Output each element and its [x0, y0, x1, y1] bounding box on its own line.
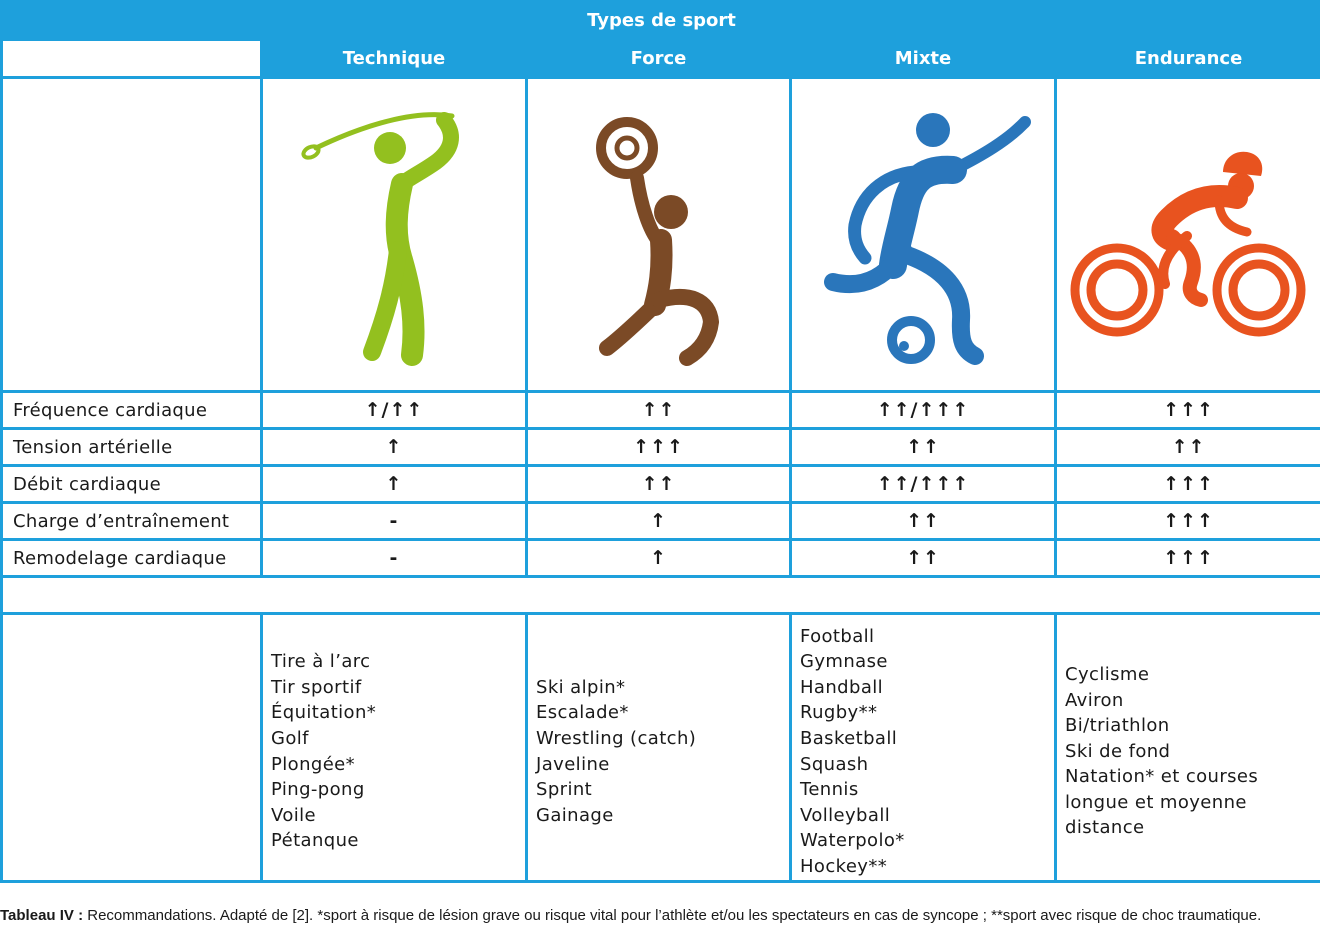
sport-list-item: Ski alpin* — [536, 676, 626, 698]
column-header-endurance: Endurance — [1056, 40, 1320, 78]
sport-list-item: Handball — [800, 676, 884, 698]
table-banner: Types de sport — [2, 2, 1320, 40]
sport-list-item: Cyclisme — [1065, 663, 1150, 685]
sport-list-item: Squash — [800, 753, 869, 775]
column-header-technique: Technique — [262, 40, 527, 78]
metric-row-debit — [2, 466, 1320, 503]
metric-value: - — [262, 540, 527, 577]
sports-list-row — [2, 614, 1320, 882]
sport-list-item: Natation* et courses — [1065, 766, 1259, 788]
sport-list-item: Aviron — [1065, 689, 1124, 711]
sport-list-item: Wrestling (catch) — [536, 727, 697, 749]
sports-list-mixte — [791, 614, 1056, 882]
caption-text: Recommandations. Adapté de [2]. *sport à risque de lésion grave ou risque vital pour l’athlète et/ou les spectateurs en cas de syncope ; **sport avec risque de choc traumatique. — [87, 907, 1262, 924]
metric-value: ↑↑↑ — [1056, 503, 1320, 540]
sport-list-item: Tennis — [800, 779, 859, 801]
sport-list-item: Bi/triathlon — [1065, 715, 1170, 737]
metric-value: ↑↑/↑↑↑ — [791, 392, 1056, 429]
blank-icon-cell — [2, 78, 262, 392]
sport-list-item: Waterpolo* — [800, 830, 905, 852]
caption-label: Tableau IV : — [0, 907, 84, 924]
column-header-row — [2, 40, 1320, 78]
blank-header-cell — [2, 40, 262, 78]
metric-row-charge — [2, 503, 1320, 540]
sport-list-item: Ski de fond — [1065, 740, 1171, 762]
metric-label: Débit cardiaque — [2, 466, 262, 503]
blank-list-cell — [2, 614, 262, 882]
sport-list-item: Tir sportif — [271, 676, 362, 698]
metric-value: ↑↑ — [527, 466, 791, 503]
icon-row — [2, 78, 1320, 392]
spacer-row — [2, 577, 1320, 614]
metric-label: Tension artérielle — [2, 429, 262, 466]
sport-list-item: Javeline — [536, 753, 610, 775]
sport-list-item: Rugby** — [800, 702, 878, 724]
metric-value: ↑/↑↑ — [262, 392, 527, 429]
column-header-force: Force — [527, 40, 791, 78]
metric-value: ↑↑↑ — [527, 429, 791, 466]
metric-value: ↑ — [262, 429, 527, 466]
sport-list-item: Football — [800, 625, 875, 647]
metric-row-remodelage — [2, 540, 1320, 577]
sport-list-item: longue et moyenne — [1065, 791, 1247, 813]
table-caption — [0, 906, 1320, 926]
sports-list-force — [527, 614, 791, 882]
weightlifter-icon — [559, 100, 759, 370]
metric-value: - — [262, 503, 527, 540]
metric-row-tension — [2, 429, 1320, 466]
metric-value: ↑ — [527, 540, 791, 577]
metric-value: ↑↑↑ — [1056, 392, 1320, 429]
sport-list-item: Volleyball — [800, 804, 891, 826]
endurance-icon-cell — [1056, 78, 1320, 392]
metric-value: ↑ — [262, 466, 527, 503]
football-player-icon — [803, 100, 1043, 370]
sport-list-item: Voile — [271, 804, 317, 826]
metric-value: ↑↑ — [791, 503, 1056, 540]
metric-value: ↑ — [527, 503, 791, 540]
sport-list-item: Basketball — [800, 727, 898, 749]
sport-list-item: Sprint — [536, 779, 593, 801]
metric-value: ↑↑ — [527, 392, 791, 429]
sport-list-item: Équitation* — [271, 702, 377, 724]
sport-list-item: Ping-pong — [271, 779, 365, 801]
cyclist-icon — [1069, 100, 1309, 370]
sports-list-endurance — [1056, 614, 1320, 882]
sport-list-item: Plongée* — [271, 753, 356, 775]
sport-list-item: Pétanque — [271, 830, 359, 852]
metric-value: ↑↑/↑↑↑ — [791, 466, 1056, 503]
technique-icon-cell — [262, 78, 527, 392]
metric-label: Fréquence cardiaque — [2, 392, 262, 429]
sport-list-item: Escalade* — [536, 702, 629, 724]
banner-row — [2, 2, 1320, 40]
mixte-icon-cell — [791, 78, 1056, 392]
sport-list-item: distance — [1065, 817, 1145, 839]
metric-value: ↑↑↑ — [1056, 466, 1320, 503]
sport-list-item: Hockey** — [800, 855, 888, 877]
metric-label: Charge d’entraînement — [2, 503, 262, 540]
sport-list-item: Tire à l’arc — [271, 651, 371, 673]
metric-value: ↑↑↑ — [1056, 540, 1320, 577]
column-header-mixte: Mixte — [791, 40, 1056, 78]
metric-row-frequence — [2, 392, 1320, 429]
metric-value: ↑↑ — [1056, 429, 1320, 466]
sport-list-item: Gainage — [536, 804, 614, 826]
sport-list-item: Golf — [271, 727, 309, 749]
sports-list-technique — [262, 614, 527, 882]
sport-list-item: Gymnase — [800, 651, 888, 673]
metric-label: Remodelage cardiaque — [2, 540, 262, 577]
spacer-cell — [2, 577, 1320, 614]
force-icon-cell — [527, 78, 791, 392]
metric-value: ↑↑ — [791, 540, 1056, 577]
metric-value: ↑↑ — [791, 429, 1056, 466]
golfer-icon — [294, 100, 494, 370]
